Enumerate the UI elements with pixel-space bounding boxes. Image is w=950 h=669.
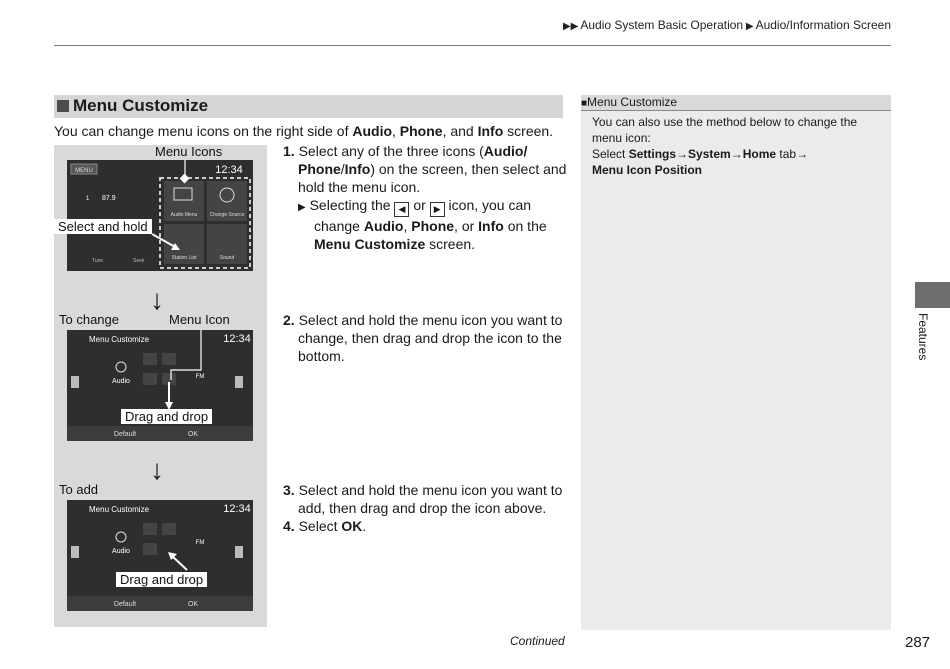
page-number: 287 <box>905 634 931 651</box>
breadcrumb-part-1: Audio System Basic Operation <box>580 18 744 32</box>
label-menu-icon: Menu Icon <box>169 312 230 327</box>
section-heading <box>54 95 563 118</box>
arrow-right-icon: → <box>730 147 743 161</box>
svg-text:Tune: Tune <box>92 258 104 264</box>
triangle-icon: ▶ <box>743 21 754 32</box>
svg-text:Default: Default <box>113 601 137 608</box>
label-menu-icons: Menu Icons <box>155 144 223 159</box>
svg-text:OK: OK <box>187 431 199 438</box>
label-drag-and-drop-1: Drag and drop <box>121 409 212 424</box>
screen-3-graphic <box>67 500 253 611</box>
svg-text:87.9: 87.9 <box>102 195 116 202</box>
breadcrumb <box>563 18 891 32</box>
step-4: 4. Select OK. <box>283 518 367 534</box>
svg-text:Default: Default <box>113 431 137 438</box>
screen-3 <box>67 500 253 611</box>
triangle-icon: ▶ <box>298 202 306 213</box>
svg-text:Audio Menu: Audio Menu <box>170 212 198 218</box>
svg-text:Audio: Audio <box>112 378 130 385</box>
screen-2 <box>67 330 253 441</box>
continued-label: Continued <box>510 634 565 648</box>
arrow-right-icon: → <box>796 147 809 161</box>
screen-1 <box>67 160 253 271</box>
svg-text:Audio: Audio <box>112 548 130 555</box>
step-1: 1. Select any of the three icons (Audio/ Phone/Info) on the screen, then select and hold the menu icon. ▶ Selecting the ◀ or ▶ icon, you can change Audio, Phone, or Info on the Menu Customize screen. <box>283 143 567 252</box>
section-title: Menu Customize <box>73 96 209 115</box>
down-arrow-icon: ↓ <box>150 454 164 485</box>
sidebar-body: You can also use the method below to change the menu icon: Select Settings→System→Home tab→ Menu Icon Position <box>581 111 891 630</box>
svg-text:Menu Customize: Menu Customize <box>89 505 150 514</box>
down-arrow-icon: ↓ <box>150 284 164 315</box>
svg-text:Station List: Station List <box>171 255 197 261</box>
screen-2-graphic <box>67 330 253 441</box>
side-tab-label: Features <box>916 313 930 361</box>
intro-text: You can change menu icons on the right side of Audio, Phone, and Info screen. <box>54 123 554 139</box>
svg-text:1: 1 <box>86 196 90 202</box>
step-2: 2. Select and hold the menu icon you want to change, then drag and drop the icon to the bottom. <box>283 312 563 364</box>
sidebar-title: Menu Customize <box>587 95 678 109</box>
svg-text:12:34: 12:34 <box>215 164 243 176</box>
breadcrumb-part-2: Audio/Information Screen <box>755 18 891 32</box>
arrow-right-icon: → <box>676 147 689 161</box>
right-arrow-icon: ▶ <box>430 202 445 217</box>
svg-text:Menu Customize: Menu Customize <box>89 335 150 344</box>
sidebar-header <box>581 95 891 111</box>
svg-text:12:34: 12:34 <box>223 503 251 515</box>
svg-text:FM: FM <box>195 540 205 546</box>
svg-text:FM: FM <box>195 374 205 380</box>
left-arrow-icon: ◀ <box>394 202 409 217</box>
square-bullet-icon <box>57 100 69 112</box>
svg-text:Change Source: Change Source <box>209 212 245 218</box>
label-to-change: To change <box>59 312 119 327</box>
svg-text:OK: OK <box>187 601 199 608</box>
step-3: 3. Select and hold the menu icon you want to add, then drag and drop the icon above. 4. Select OK. <box>283 481 568 535</box>
side-tab-marker <box>915 282 950 308</box>
svg-text:MENU: MENU <box>75 168 93 174</box>
label-drag-and-drop-2: Drag and drop <box>116 572 207 587</box>
double-triangle-icon: ▶▶ <box>562 21 579 32</box>
label-to-add: To add <box>59 482 99 497</box>
header-rule <box>54 45 891 46</box>
label-select-and-hold: Select and hold <box>54 219 152 234</box>
svg-text:Seek: Seek <box>133 258 145 264</box>
note-marker-icon: ■ <box>581 98 588 109</box>
svg-text:Sound: Sound <box>219 255 235 261</box>
svg-text:12:34: 12:34 <box>223 333 251 345</box>
screen-1-graphic <box>67 160 253 271</box>
